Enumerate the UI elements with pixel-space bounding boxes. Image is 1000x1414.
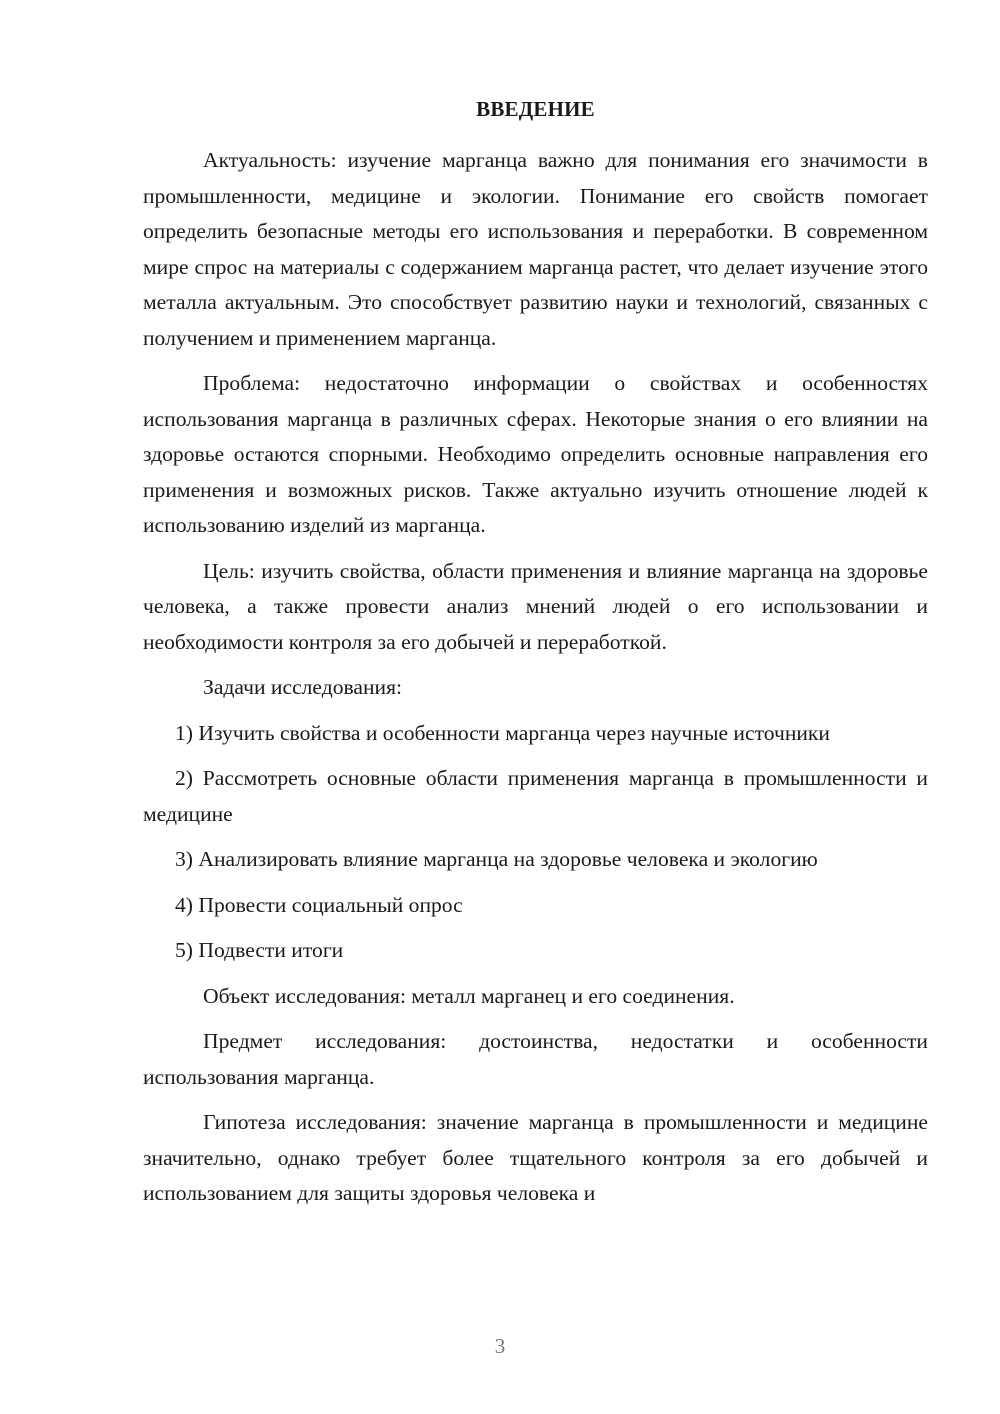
paragraph-problem: Проблема: недостаточно информации о свойствах и особенностях использования марганца в различных сферах. Некоторые знания о его влиянии на здоровье остаются спорными. Необходимо определить основные направления его применения и возможных рисков. Также актуально изучить отношение людей к использованию изделий из марганца. xyxy=(143,371,928,537)
task-item-5: 5) Подвести итоги xyxy=(175,938,344,962)
paragraph-subject: Предмет исследования: достоинства, недостатки и особенности использования марганца. xyxy=(143,1029,928,1089)
task-item-1: 1) Изучить свойства и особенности марганца через научные источники xyxy=(175,720,830,745)
paragraph-goal: Цель: изучить свойства, области применения и влияние марганца на здоровье человека, а также провести анализ мнений людей о его использовании и необходимости контроля за его добычей и переработкой. xyxy=(143,558,928,654)
paragraph-object: Объект исследования: металл марганец и его соединения. xyxy=(203,983,735,1008)
task-item-2: 2) Рассмотреть основные области применения марганца в промышленности и медицине xyxy=(143,766,928,826)
task-item-4: 4) Провести социальный опрос xyxy=(175,892,463,917)
paragraph-relevance: Актуальность: изучение марганца важно для понимания его значимости в промышленности, медицине и экологии. Понимание его свойств помогает определить безопасные методы его использования и переработки. В современном мире спрос на материалы с содержанием марганца растет, что делает изучение этого металла актуальным. Это способствует развитию науки и технологий, связанных с получением и применением марганца. xyxy=(143,148,928,350)
section-title: ВВЕДЕНИЕ xyxy=(476,97,595,121)
task-item-3: 3) Анализировать влияние марганца на здоровье человека и экологию xyxy=(175,847,818,871)
tasks-heading: Задачи исследования: xyxy=(203,675,403,699)
paragraph-hypothesis: Гипотеза исследования: значение марганца в промышленности и медицине значительно, однако требует более тщательного контроля за его добычей и использованием для защиты здоровья человека и xyxy=(143,1110,928,1205)
document-body xyxy=(143,143,928,1222)
page-number: 3 xyxy=(494,1334,506,1358)
